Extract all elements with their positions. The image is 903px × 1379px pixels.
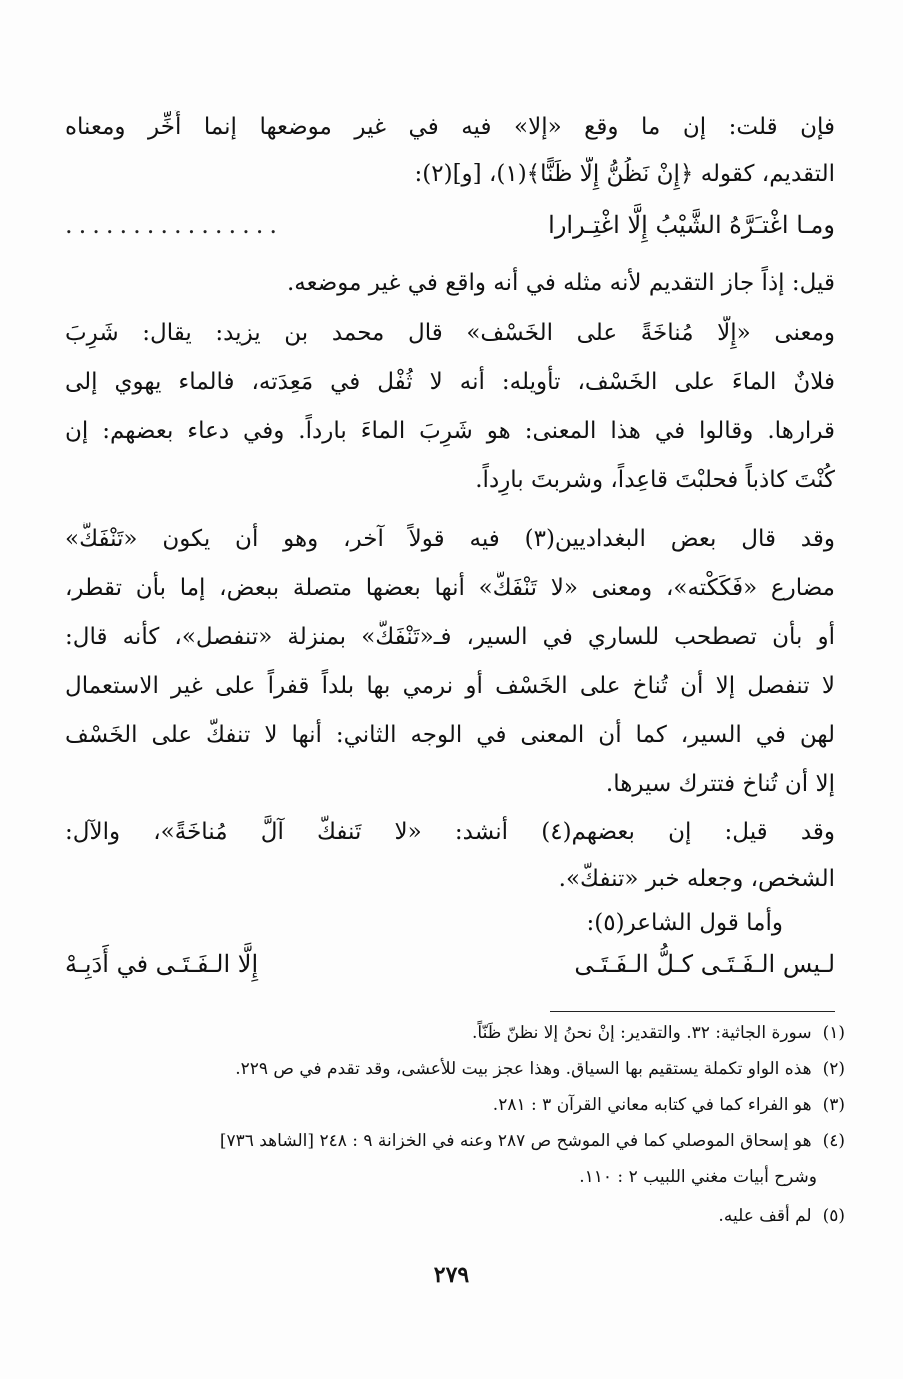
text-line: الشخص، وجعله خبر «تنفكّ». — [558, 866, 835, 892]
footnote-separator — [550, 1011, 835, 1012]
footnote — [65, 1020, 845, 1046]
footnote-text: هو إسحاق الموصلي كما في الموشح ص ٢٨٧ وعنه في الخزانة ٩ : ٢٤٨ [الشاهد ٧٣٦] — [219, 1131, 812, 1151]
footnote-number: (١) — [822, 1023, 845, 1043]
page-number: ٢٧٩ — [433, 1262, 470, 1288]
text-line: وأما قول الشاعر(٥): — [586, 910, 783, 936]
footnote-continuation — [65, 1164, 817, 1190]
text-line: مضارع «فَكَكْته»، ومعنى «لا تَنْفَكُّ» أنها بعضها متصلة ببعض، إما بأن تقطر، — [65, 575, 835, 601]
text-line: فلانٌ الماءَ على الخَسْف، تأويله: أنه لا ثُفْل في مَعِدَته، فالماء يهوي إلى — [65, 369, 835, 395]
footnote-number: (٣) — [822, 1095, 845, 1115]
verse-first-hemistich: ومـا اغْتـَرَّهُ الشَّيْبُ إِلَّا اغْتِـرارا — [548, 211, 835, 239]
text-line: لهن في السير، كما أن المعنى في الوجه الثاني: أنها لا تنفكّ على الخَسْف — [65, 722, 835, 748]
verse-line-2 — [65, 946, 835, 982]
footnote-number: (٢) — [822, 1059, 845, 1079]
text-line: أو بأن تصطحب للساري في السير، فـ«تَنْفَكُّ» بمنزلة «تنفصل»، كأنه قال: — [65, 624, 835, 650]
footnote — [65, 1128, 845, 1154]
text-line: قرارها. وقالوا في هذا المعنى: هو شَرِبَ الماءَ بارداً. وفي دعاء بعضهم: إن — [65, 418, 835, 444]
verse-line-1 — [65, 207, 835, 243]
footnote-text: هذه الواو تكملة يستقيم بها السياق. وهذا عجز بيت للأعشى، وقد تقدم في ص ٢٢٩. — [235, 1059, 812, 1079]
text-line: وقد قال بعض البغداديين(٣) فيه قولاً آخر، وهو أن يكون «تَنْفَكُّ» — [65, 526, 835, 552]
footnote-text: سورة الجاثية: ٣٢. والتقدير: إنْ نحنُ إلا نظنّ ظَنّاً. — [472, 1023, 812, 1043]
footnote-number: (٤) — [822, 1131, 845, 1151]
verse-second-hemistich: إِلَّا الـفَـتَـى في أَدَبِـهْ — [65, 950, 259, 978]
text-line: التقديم، كقوله ﴿إِنْ نَظُنُّ إِلَّا ظَنًّا﴾(١)، [و](٢): — [414, 161, 835, 187]
footnote-text: لم أقف عليه. — [718, 1206, 812, 1226]
text-line: كُنْتَ كاذباً فحلبْتَ قاعِداً، وشربتَ بارِداً. — [475, 467, 835, 493]
text-line: إلا أن تُناخ فتترك سيرها. — [605, 771, 835, 797]
text-line: لا تنفصل إلا أن تُناخ على الخَسْف أو نرمي بها بلداً قفراً على غير الاستعمال — [65, 673, 835, 699]
footnote-text: وشرح أبيات مغني اللبيب ٢ : ١١٠. — [579, 1167, 817, 1187]
text-line: قيل: إذاً جاز التقديم لأنه مثله في أنه واقع في غير موضعه. — [286, 270, 835, 296]
footnote-number: (٥) — [822, 1206, 845, 1226]
footnote — [65, 1203, 845, 1229]
footnote — [65, 1092, 845, 1118]
footnote — [65, 1056, 845, 1082]
footnote-text: هو الفراء كما في كتابه معاني القرآن ٣ : ٢٨١. — [492, 1095, 812, 1115]
text-line: وقد قيل: إن بعضهم(٤) أنشد: «لا تَنفكّ آلَّ مُناخَةً»، والآل: — [65, 819, 835, 845]
text-line: فإن قلت: إن ما وقع «إلا» فيه في غير موضعها إنما أُخِّر ومعناه — [65, 114, 835, 140]
text-line: ومعنى «إِلَّا مُناخَةً على الخَسْف» قال محمد بن يزيد: يقال: شَرِبَ — [65, 320, 835, 346]
verse-first-hemistich: لـيس الـفَـتَـى كـلُّ الـفَـتَـى — [574, 950, 835, 978]
verse-omitted-dots: ................ — [65, 211, 284, 239]
